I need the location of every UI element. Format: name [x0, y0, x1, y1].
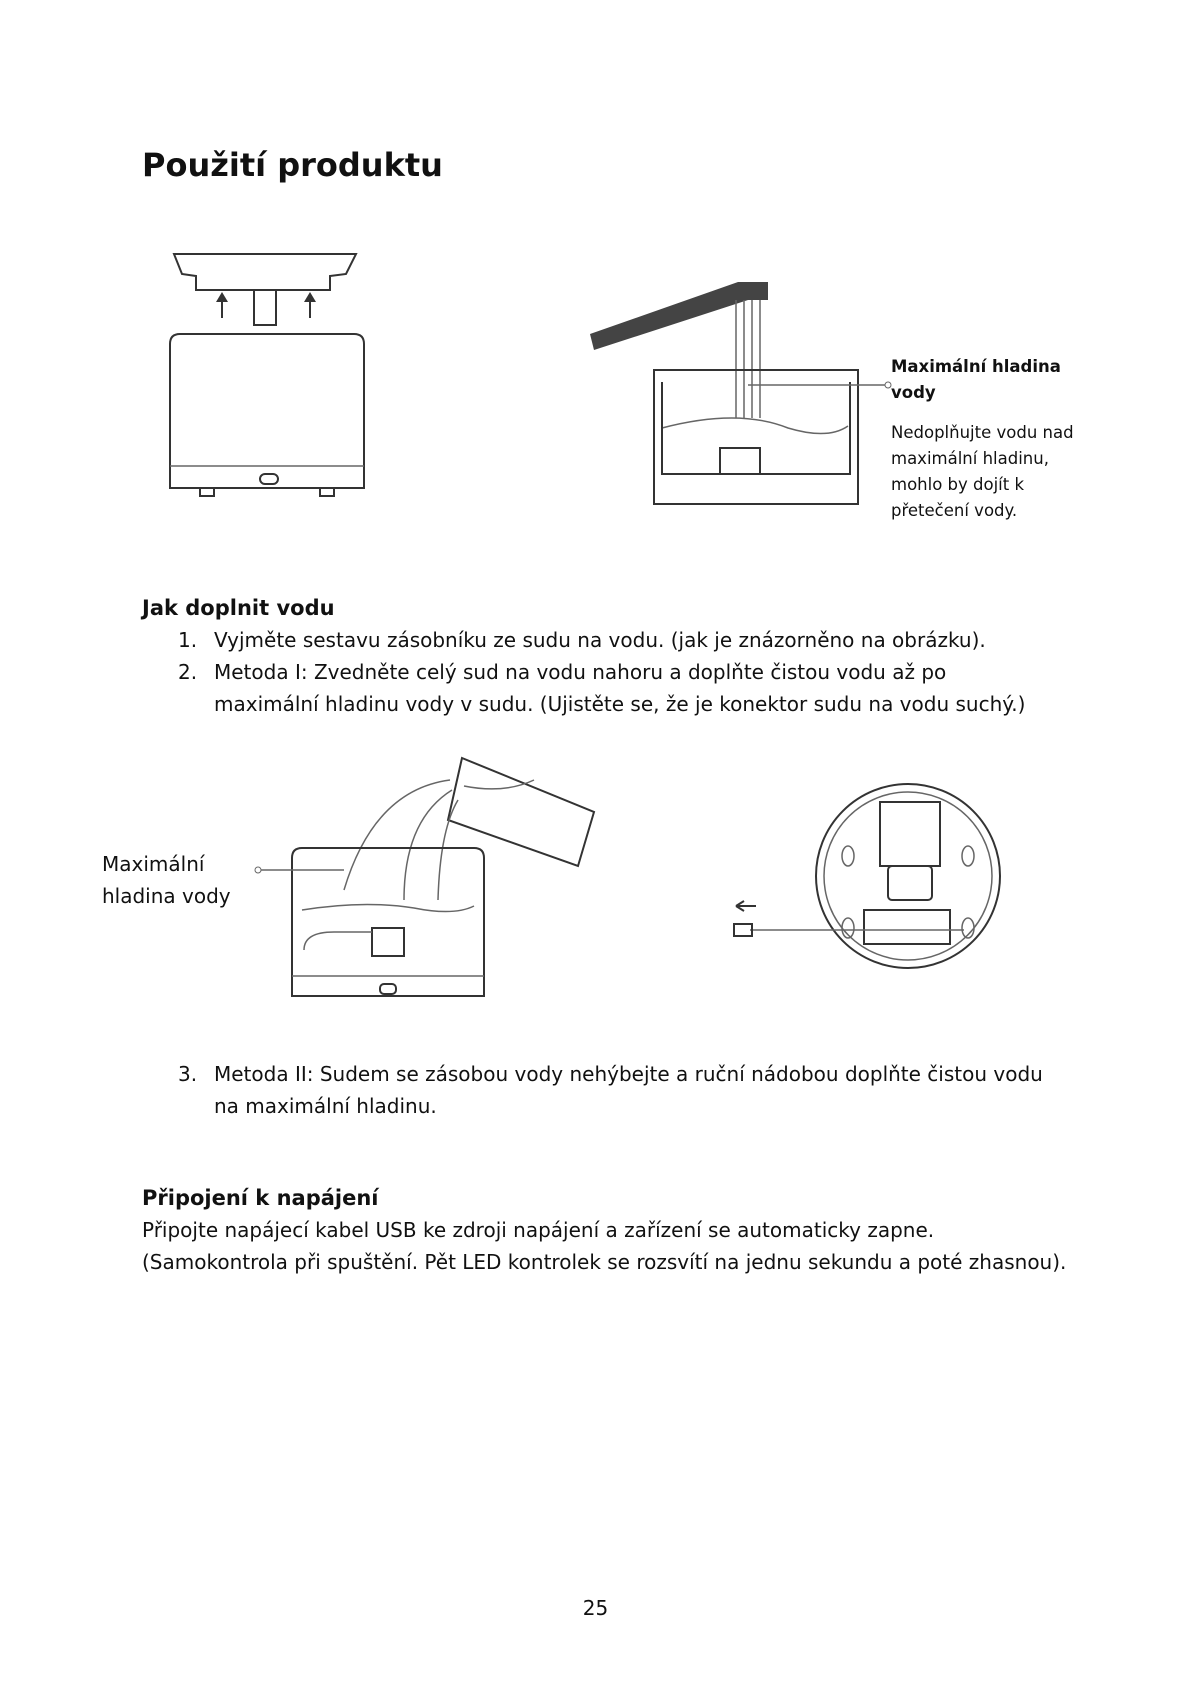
max-level-label: Maximální hladina vody: [102, 852, 231, 908]
max-level-callout-title: Maximální hladina vody: [891, 357, 1061, 402]
page-title: Použití produktu: [142, 146, 443, 184]
list-number: 2.: [178, 660, 198, 684]
list-text: Metoda I: Zvedněte celý sud na vodu nahoru a doplňte čistou vodu až po maximální hladinu vody v sudu. (Ujistěte se, že je konektor sudu na vodu suchý.): [214, 660, 1026, 716]
list-text: Vyjměte sestavu zásobníku ze sudu na vodu. (jak je znázorněno na obrázku).: [214, 628, 986, 652]
power-text: Připojte napájecí kabel USB ke zdroji napájení a zařízení se automaticky zapne. (Samokontrola při spuštění. Pět LED kontrolek se rozsvítí na jednu sekundu a poté zhasnou).: [142, 1218, 1067, 1274]
tap-filling-illustration: [588, 278, 888, 538]
fountain-disassembly-illustration: [160, 250, 380, 510]
base-bottom-view-illustration: [720, 780, 1000, 1000]
list-number: 3.: [178, 1062, 198, 1086]
list-text: Metoda II: Sudem se zásobou vody nehýbejte a ruční nádobou doplňte čistou vodu na maximální hladinu.: [214, 1062, 1043, 1118]
list-item-3: [178, 1058, 1078, 1122]
list-item-2: [178, 656, 1078, 720]
refill-heading: Jak doplnit vodu: [142, 596, 335, 620]
list-number: 1.: [178, 628, 198, 652]
max-level-callout-text: Nedoplňujte vodu nad maximální hladinu, mohlo by dojít k přetečení vody.: [891, 423, 1074, 520]
pitcher-filling-illustration: [264, 750, 604, 1020]
page-number: 25: [582, 1596, 609, 1620]
power-heading: Připojení k napájení: [142, 1186, 379, 1210]
